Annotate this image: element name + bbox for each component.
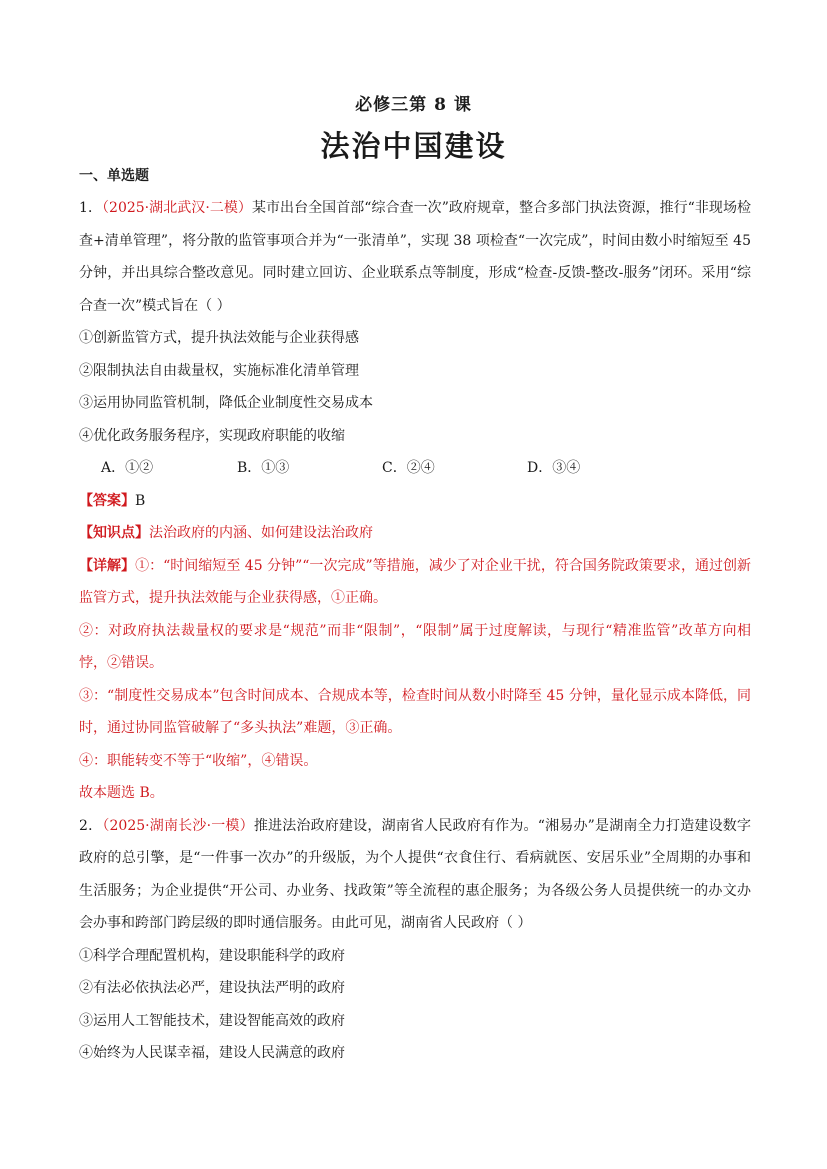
question-text: 某市出台全国首部“综合查一次”政府规章，整合多部门执法资源，推行“非现场检查+清单管理”，将分散的监管事项合并为“一张清单”，实现 38 项检查“一次完成”，时间由数小时缩短至 45 分钟，并出具综合整改意见。同时建立回访、企业联系点等制度，形成“检查-反馈-整改-服务”闭环。采用“综合查一次”模式旨在（ ） <box>79 200 751 314</box>
statement-item: ④始终为人民谋幸福，建设人民满意的政府 <box>79 1045 345 1061</box>
knowledge-value: 法治政府的内涵、如何建设法治政府 <box>149 525 373 541</box>
question-source: （2025·湖南长沙·一模） <box>102 817 254 834</box>
statement-item: ①创新监管方式，提升执法效能与企业获得感 <box>79 330 359 346</box>
question-source: （2025·湖北武汉·二模） <box>102 200 252 216</box>
question-2-stem <box>79 810 751 940</box>
detail-line: ②：对政府执法裁量权的要求是“规范”而非“限制”，“限制”属于过度解读，与现行“精准监管”改革方向相悖，②错误。 <box>79 622 751 671</box>
option-b: B．①③ <box>237 460 290 476</box>
option-d: D．③④ <box>527 460 581 476</box>
knowledge-line <box>79 517 751 550</box>
answer-options <box>79 452 751 485</box>
statement-item: ④优化政务服务程序，实现政府职能的收缩 <box>79 427 345 444</box>
detail-line: ③：“制度性交易成本”包含时间成本、合规成本等，检查时间从数小时降至 45 分钟，量化显示成本降低，同时，通过协同监管破解了“多头执法”难题，③正确。 <box>79 687 751 736</box>
knowledge-label: 【知识点】 <box>79 525 149 541</box>
detail-line: ④：职能转变不等于“收缩”，④错误。 <box>79 752 318 769</box>
answer-value: B <box>135 492 146 509</box>
question-number: 2． <box>79 817 103 834</box>
statement-item: ③运用人工智能技术，建设智能高效的政府 <box>79 1012 345 1029</box>
statement-item: ③运用协同监管机制，降低企业制度性交易成本 <box>79 395 373 411</box>
detail-label: 【详解】 <box>79 557 136 574</box>
conclusion-line: 故本题选 B。 <box>79 785 164 801</box>
statement-item: ①科学合理配置机构，建设职能科学的政府 <box>79 947 345 964</box>
answer-line <box>79 485 751 518</box>
detail-text: ①：“时间缩短至 45 分钟”“一次完成”等措施，减少了对企业干扰，符合国务院政策要求，通过创新监管方式，提升执法效能与企业获得感，①正确。 <box>79 557 752 606</box>
detail-line <box>79 550 751 615</box>
question-1-stem <box>79 192 751 322</box>
question-number: 1． <box>79 200 102 216</box>
answer-label: 【答案】 <box>79 492 135 509</box>
statement-item: ②有法必依执法必严，建设执法严明的政府 <box>79 980 345 996</box>
option-c: C．②④ <box>382 460 435 476</box>
section-heading: 一、单选题 <box>79 168 149 184</box>
statement-item: ②限制执法自由裁量权，实施标准化清单管理 <box>79 362 359 379</box>
lesson-subtitle: 必修三第 8 课 <box>355 95 472 115</box>
page-title: 法治中国建设 <box>320 129 507 163</box>
content <box>79 166 751 1070</box>
question-text: 推进法治政府建设，湖南省人民政府有作为。“湘易办”是湖南全力打造建设数字政府的总引擎，是“一件事一次办”的升级版，为个人提供“衣食住行、看病就医、安居乐业”全周期的办事和生活服务；为企业提供“开公司、办业务、找政策”等全流程的惠企服务；为各级公务人员提供统一的办文办会办事和跨部门跨层级的即时通信服务。由此可见，湖南省人民政府（ ） <box>79 817 752 931</box>
option-a: A．①② <box>101 460 154 476</box>
